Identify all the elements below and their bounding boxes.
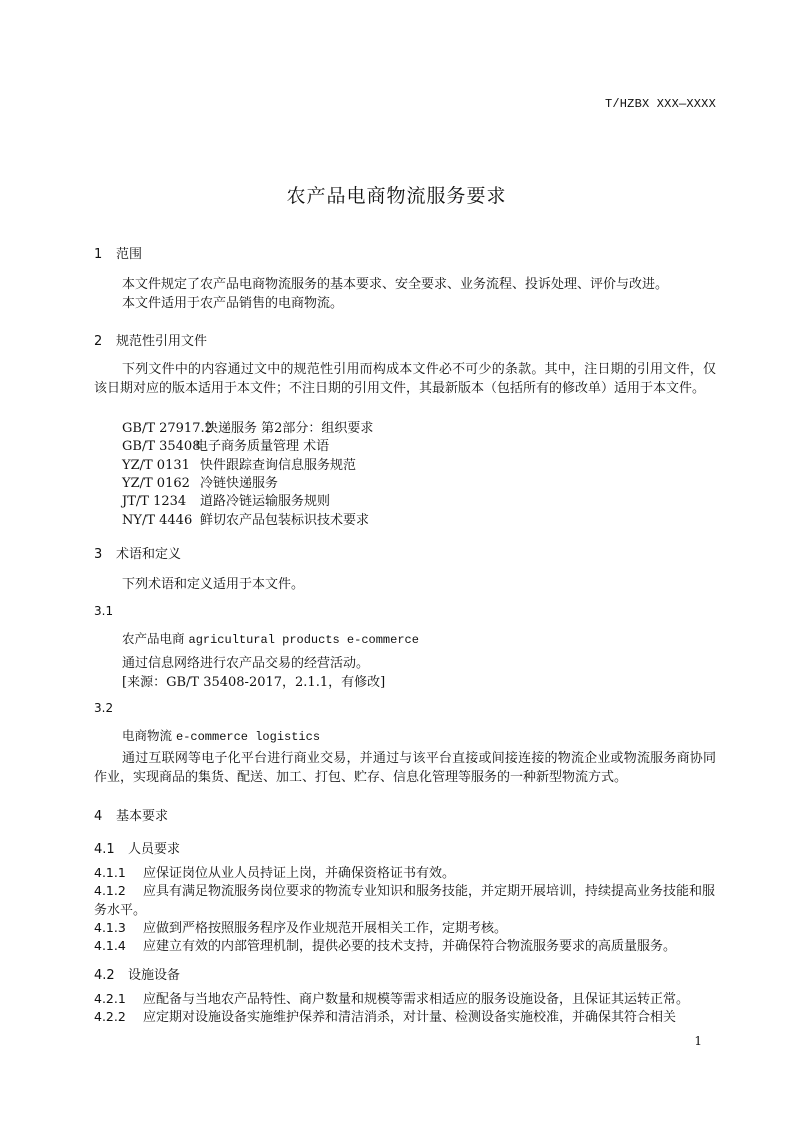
subsection-4-1-heading bbox=[94, 838, 180, 857]
clause-item bbox=[94, 919, 716, 939]
section-title: 术语和定义 bbox=[116, 547, 182, 562]
section-number: 2 bbox=[94, 334, 103, 349]
section-1-paragraph-1: 本文件规定了农产品电商物流服务的基本要求、安全要求、业务流程、投诉处理、评价与改进。 bbox=[122, 277, 669, 292]
term-chinese: 农产品电商 bbox=[122, 631, 185, 646]
clause-text: 应定期对设施设备实施维护保养和清洁消杀，对计量、检测设备实施校准，并确保其符合相关 bbox=[143, 1010, 677, 1025]
reference-code: GB/T 27917.2 bbox=[122, 421, 213, 436]
section-3-heading bbox=[94, 543, 181, 562]
section-title: 基本要求 bbox=[116, 809, 169, 824]
reference-code: YZ/T 0162 bbox=[122, 476, 190, 491]
term-source: [来源：GB/T 35408-2017，2.1.1，有修改] bbox=[122, 675, 386, 690]
clause-item bbox=[94, 990, 716, 1010]
reference-code: GB/T 35408 bbox=[122, 439, 201, 454]
reference-item bbox=[122, 435, 329, 454]
term-heading bbox=[122, 726, 320, 744]
subsection-4-2-heading bbox=[94, 964, 180, 983]
term-english: e-commerce logistics bbox=[176, 730, 321, 744]
section-title: 范围 bbox=[116, 247, 143, 262]
reference-code: YZ/T 0131 bbox=[122, 458, 190, 473]
clause-text: 应建立有效的内部管理机制，提供必要的技术支持，并确保符合物流服务要求的高质量服务。 bbox=[143, 939, 677, 954]
section-number: 4 bbox=[94, 809, 103, 824]
term-number: 3.1 bbox=[94, 604, 114, 618]
reference-title: 鲜切农产品包装标识技术要求 bbox=[200, 513, 370, 528]
reference-code: JT/T 1234 bbox=[122, 494, 187, 509]
section-3-intro: 下列术语和定义适用于本文件。 bbox=[122, 577, 305, 592]
term-definition: 通过互联网等电子化平台进行商业交易，并通过与该平台直接或间接连接的物流企业或物流服务商协同作业，实现商品的集货、配送、加工、打包、贮存、信息化管理等服务的一种新型物流方式。 bbox=[94, 751, 716, 785]
clause-number: 4.1.2 bbox=[94, 883, 126, 898]
clause-item bbox=[94, 937, 716, 957]
subsection-number: 4.1 bbox=[94, 842, 115, 857]
subsection-title: 人员要求 bbox=[128, 842, 181, 857]
term-definition: 通过信息网络进行农产品交易的经营活动。 bbox=[122, 656, 370, 671]
section-number: 1 bbox=[94, 247, 103, 262]
reference-title: 电子商务质量管理 术语 bbox=[195, 439, 330, 454]
document-code: T/HZBX XXX—XXXX bbox=[604, 97, 716, 111]
reference-item bbox=[122, 472, 278, 491]
reference-title: 快递服务 第2部分：组织要求 bbox=[205, 421, 374, 436]
page-number: 1 bbox=[694, 1034, 702, 1048]
clause-number: 4.1.3 bbox=[94, 920, 126, 935]
reference-item bbox=[122, 509, 369, 528]
clause-item bbox=[94, 1008, 716, 1028]
reference-item bbox=[122, 454, 356, 473]
subsection-number: 4.2 bbox=[94, 968, 115, 983]
clause-text: 应做到严格按照服务程序及作业规范开展相关工作，定期考核。 bbox=[143, 921, 508, 936]
clause-item bbox=[94, 864, 716, 884]
section-title: 规范性引用文件 bbox=[116, 334, 208, 349]
section-number: 3 bbox=[94, 547, 103, 562]
section-4-heading bbox=[94, 805, 168, 824]
clause-text: 应配备与当地农产品特性、商户数量和规模等需求相适应的服务设施设备，且保证其运转正常。 bbox=[143, 992, 690, 1007]
clause-text: 应保证岗位从业人员持证上岗，并确保资格证书有效。 bbox=[143, 866, 456, 881]
clause-number: 4.2.2 bbox=[94, 1009, 126, 1024]
section-1-heading bbox=[94, 243, 142, 262]
document-title: 农产品电商物流服务要求 bbox=[286, 185, 507, 207]
clause-text: 应具有满足物流服务岗位要求的物流专业知识和服务技能，并定期开展培训，持续提高业务技能和服务水平。 bbox=[94, 884, 716, 918]
clause-number: 4.2.1 bbox=[94, 991, 126, 1006]
reference-title: 快件跟踪查询信息服务规范 bbox=[200, 458, 357, 473]
reference-item bbox=[122, 490, 330, 509]
term-chinese: 电商物流 bbox=[122, 728, 173, 743]
clause-number: 4.1.1 bbox=[94, 865, 126, 880]
reference-item bbox=[122, 417, 373, 436]
term-number: 3.2 bbox=[94, 701, 114, 715]
term-english: agricultural products e-commerce bbox=[188, 633, 419, 647]
clause-item bbox=[94, 882, 716, 920]
reference-title: 道路冷链运输服务规则 bbox=[200, 494, 331, 509]
term-heading bbox=[122, 629, 419, 647]
subsection-title: 设施设备 bbox=[128, 968, 181, 983]
reference-title: 冷链快递服务 bbox=[200, 476, 279, 491]
section-2-heading bbox=[94, 330, 207, 349]
clause-number: 4.1.4 bbox=[94, 938, 126, 953]
section-1-paragraph-2: 本文件适用于农产品销售的电商物流。 bbox=[122, 296, 344, 311]
reference-code: NY/T 4446 bbox=[122, 513, 193, 528]
section-2-intro: 下列文件中的内容通过文中的规范性引用而构成本文件必不可少的条款。其中，注日期的引用文件，仅该日期对应的版本适用于本文件；不注日期的引用文件，其最新版本（包括所有的修改单）适用于本文件。 bbox=[94, 362, 716, 396]
